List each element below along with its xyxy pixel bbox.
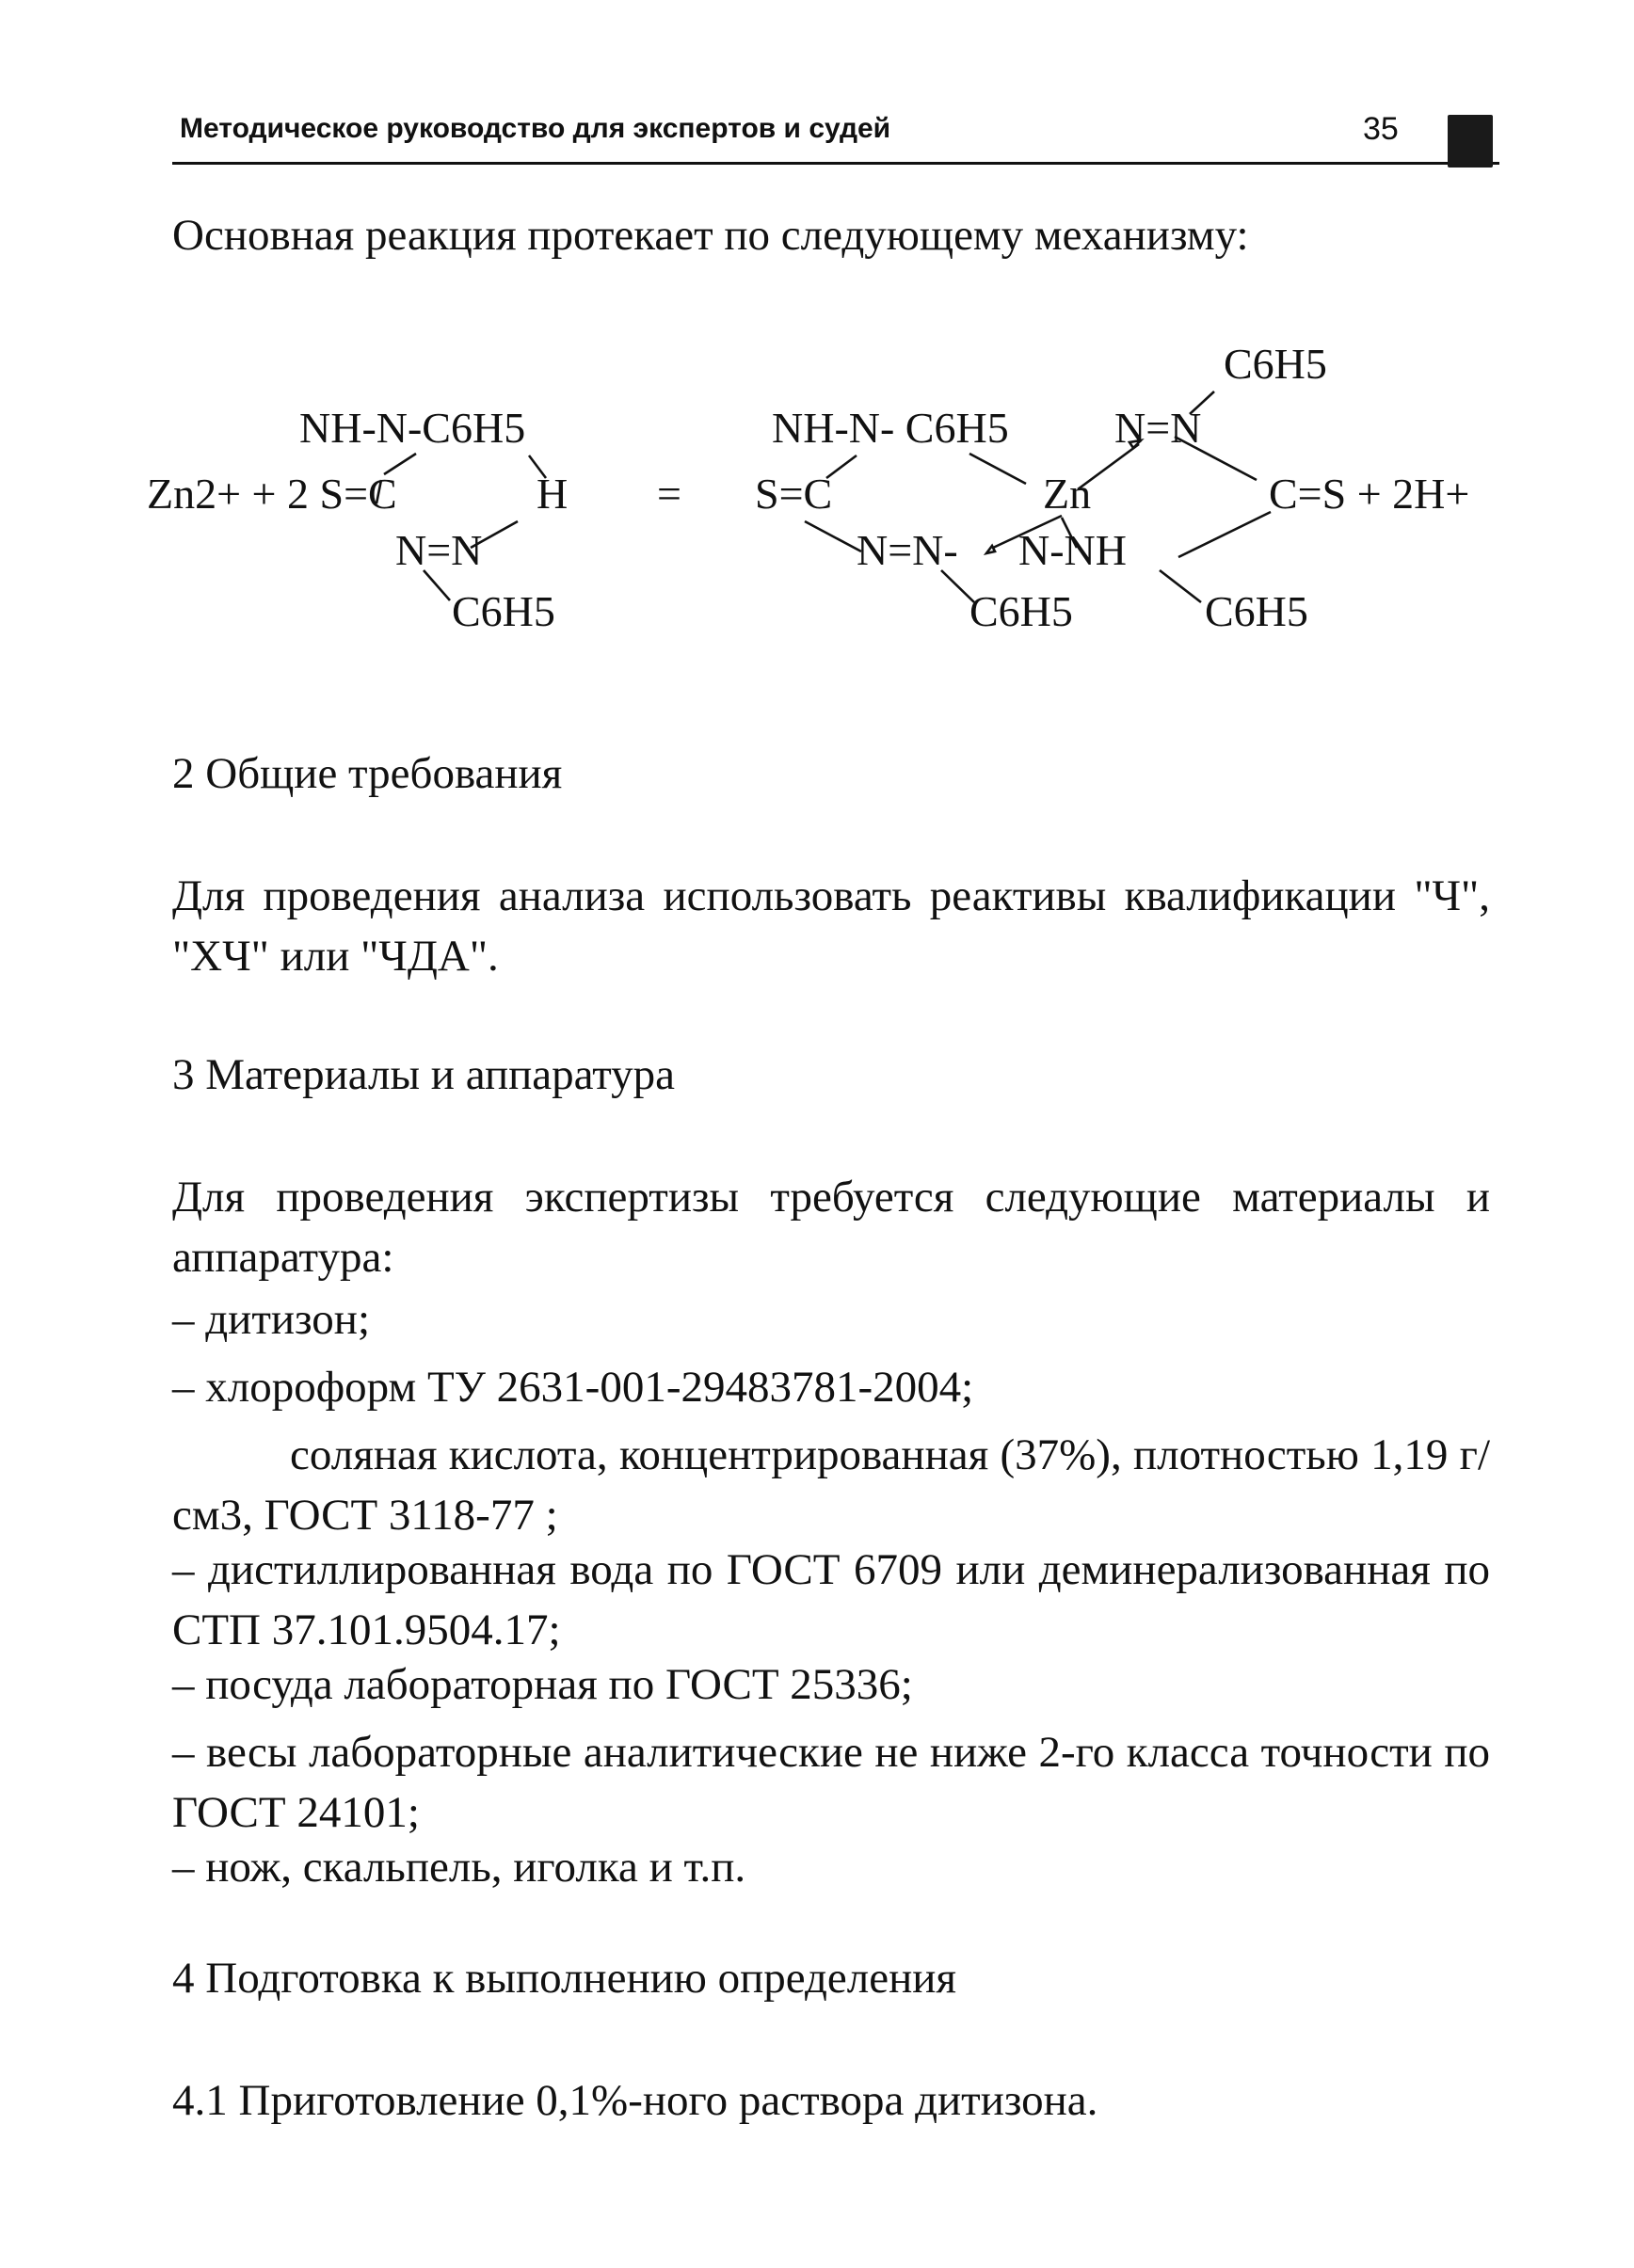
section-2-text: Для проведения анализа использовать реактивы квалификации "Ч", "ХЧ" или "ЧДА".: [172, 871, 1490, 981]
product-s-c: S=C: [755, 470, 833, 518]
page-corner-mark: [1448, 115, 1493, 168]
product-c6h5-left: C6H5: [969, 587, 1073, 635]
section-4-heading: 4 Подготовка к выполнению определения: [172, 1954, 957, 2003]
reactant-nh-n-c6h5: NH-N-C6H5: [299, 404, 526, 452]
product-nh-n-c6h5: NH-N- C6H5: [772, 404, 1009, 452]
reactant-zn-s-c: Zn2+ + 2 S=C: [147, 470, 397, 518]
bond: [1175, 437, 1257, 480]
product-c-s-2h: C=S + 2H+: [1269, 470, 1470, 518]
list-item: – дитизон;: [172, 1295, 371, 1344]
reactant-c6h5: C6H5: [452, 587, 555, 635]
section-3-intro: Для проведения экспертизы требуется следующие материалы и аппаратура:: [172, 1173, 1490, 1282]
bond: [384, 454, 416, 474]
bond: [1178, 512, 1271, 557]
header-title: Методическое руководство для экспертов и судей: [180, 113, 891, 144]
section-3-heading: 3 Материалы и аппаратура: [172, 1050, 676, 1099]
running-header: [172, 105, 1499, 165]
equals-sign: =: [657, 470, 681, 518]
list-item: – нож, скальпель, иголка и т.п.: [172, 1843, 746, 1892]
section-2-heading: 2 Общие требования: [172, 749, 563, 798]
product-n-n-top: N=N: [1114, 404, 1202, 452]
reaction-scheme: [141, 339, 1515, 649]
list-item: соляная кислота, концентрированная (37%), плотностью 1,19 г/см3, ГОСТ 3118-77 ;: [172, 1430, 1490, 1540]
product-zn: Zn: [1043, 470, 1092, 518]
product-top-c6h5: C6H5: [1224, 340, 1327, 388]
reaction-svg: [141, 339, 1515, 649]
reactant-n-n: N=N: [395, 526, 483, 574]
bond: [424, 570, 450, 600]
intro-text: Основная реакция протекает по следующему механизму:: [172, 211, 1249, 260]
bond: [1190, 391, 1214, 414]
section-4-1-heading: 4.1 Приготовление 0,1%-ного раствора дитизона.: [172, 2076, 1098, 2125]
list-item: – весы лабораторные аналитические не ниже 2-го класса точности по ГОСТ 24101;: [172, 1728, 1490, 1837]
bond: [1160, 570, 1201, 602]
bond: [969, 454, 1026, 484]
list-item: – посуда лабораторная по ГОСТ 25336;: [172, 1660, 913, 1709]
list-item: – дистиллированная вода по ГОСТ 6709 или деминерализованная по СТП 37.101.9504.17;: [172, 1545, 1490, 1654]
arrowhead: [986, 546, 995, 553]
bond-arrow-to-zn: [1078, 444, 1139, 489]
product-n-nh: N-NH: [1018, 526, 1127, 574]
bond: [941, 570, 974, 602]
list-item: – хлороформ ТУ 2631-001-29483781-2004;: [172, 1363, 974, 1412]
reactant-h: H: [537, 470, 569, 518]
bond: [805, 521, 861, 551]
product-n-n-bottom: N=N-: [857, 526, 958, 574]
page-number: 35: [1363, 111, 1399, 147]
product-c6h5-right: C6H5: [1205, 587, 1308, 635]
bond: [826, 455, 857, 478]
